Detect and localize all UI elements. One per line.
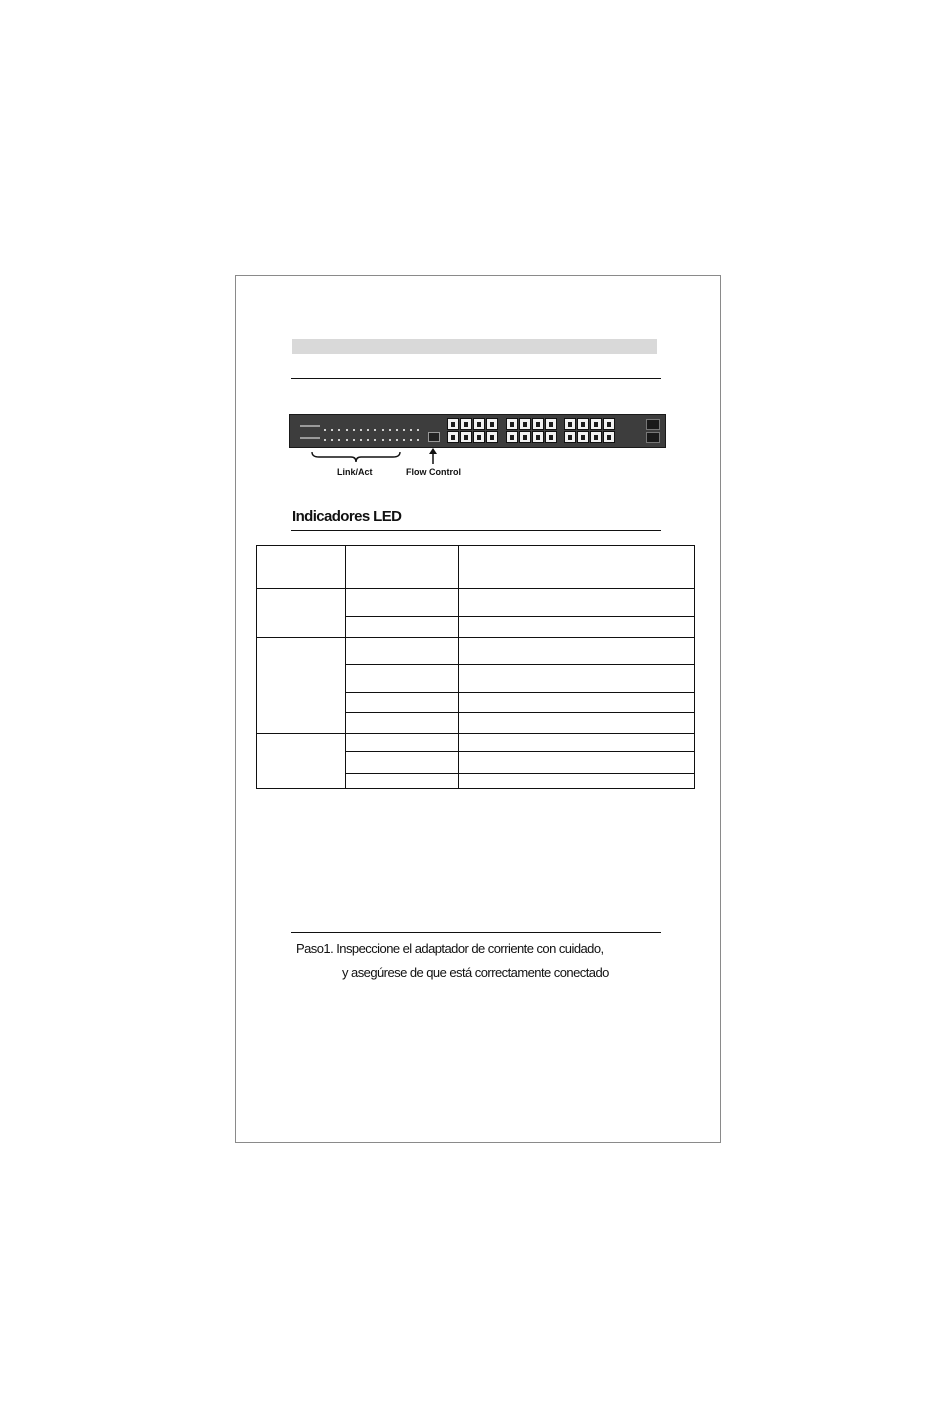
table-cell [346, 734, 459, 752]
table-cell [257, 638, 346, 734]
table-cell [346, 774, 459, 789]
switch-front-panel-image [289, 414, 666, 448]
divider-bottom [291, 932, 661, 933]
port-group-3 [564, 418, 615, 443]
link-act-brace-icon [311, 451, 401, 463]
step-1-line-2: y asegúrese de que está correctamente conectado [342, 965, 609, 980]
section-title: Indicadores LED [292, 508, 402, 525]
table-cell [346, 752, 459, 774]
port-group-1 [447, 418, 498, 443]
table-cell [346, 693, 459, 713]
table-cell [346, 546, 459, 589]
led-indicator-area [296, 419, 416, 445]
table-header-row [257, 546, 695, 589]
step-1-line-1: Paso1. Inspeccione el adaptador de corriente con cuidado, [296, 941, 604, 956]
link-act-caption: Link/Act [337, 467, 373, 477]
table-row [257, 589, 695, 617]
table-cell [459, 546, 695, 589]
table-cell [459, 713, 695, 734]
table-cell [257, 589, 346, 638]
table-cell [346, 665, 459, 693]
port-group-2 [506, 418, 557, 443]
led-label-mark [300, 437, 320, 439]
table-row [257, 734, 695, 752]
table-cell [257, 546, 346, 589]
table-cell [459, 638, 695, 665]
table-cell [459, 734, 695, 752]
table-row [257, 638, 695, 665]
led-label-mark [300, 425, 320, 427]
table-cell [346, 617, 459, 638]
table-cell [257, 734, 346, 789]
sfp-ports [646, 419, 660, 445]
led-row-top [324, 429, 419, 431]
table-cell [459, 774, 695, 789]
header-bar [292, 339, 657, 354]
table-cell [459, 665, 695, 693]
divider-top [291, 378, 661, 379]
table-cell [459, 589, 695, 617]
table-cell [459, 693, 695, 713]
table-cell [459, 617, 695, 638]
flow-control-arrow-icon [426, 447, 440, 465]
flow-control-caption: Flow Control [406, 467, 461, 477]
table-cell [346, 713, 459, 734]
led-row-bottom [324, 439, 419, 441]
table-cell [459, 752, 695, 774]
table-cell [346, 638, 459, 665]
flow-control-switch [428, 432, 440, 442]
table-cell [346, 589, 459, 617]
divider-section [291, 530, 661, 531]
led-indicator-table [256, 545, 695, 789]
